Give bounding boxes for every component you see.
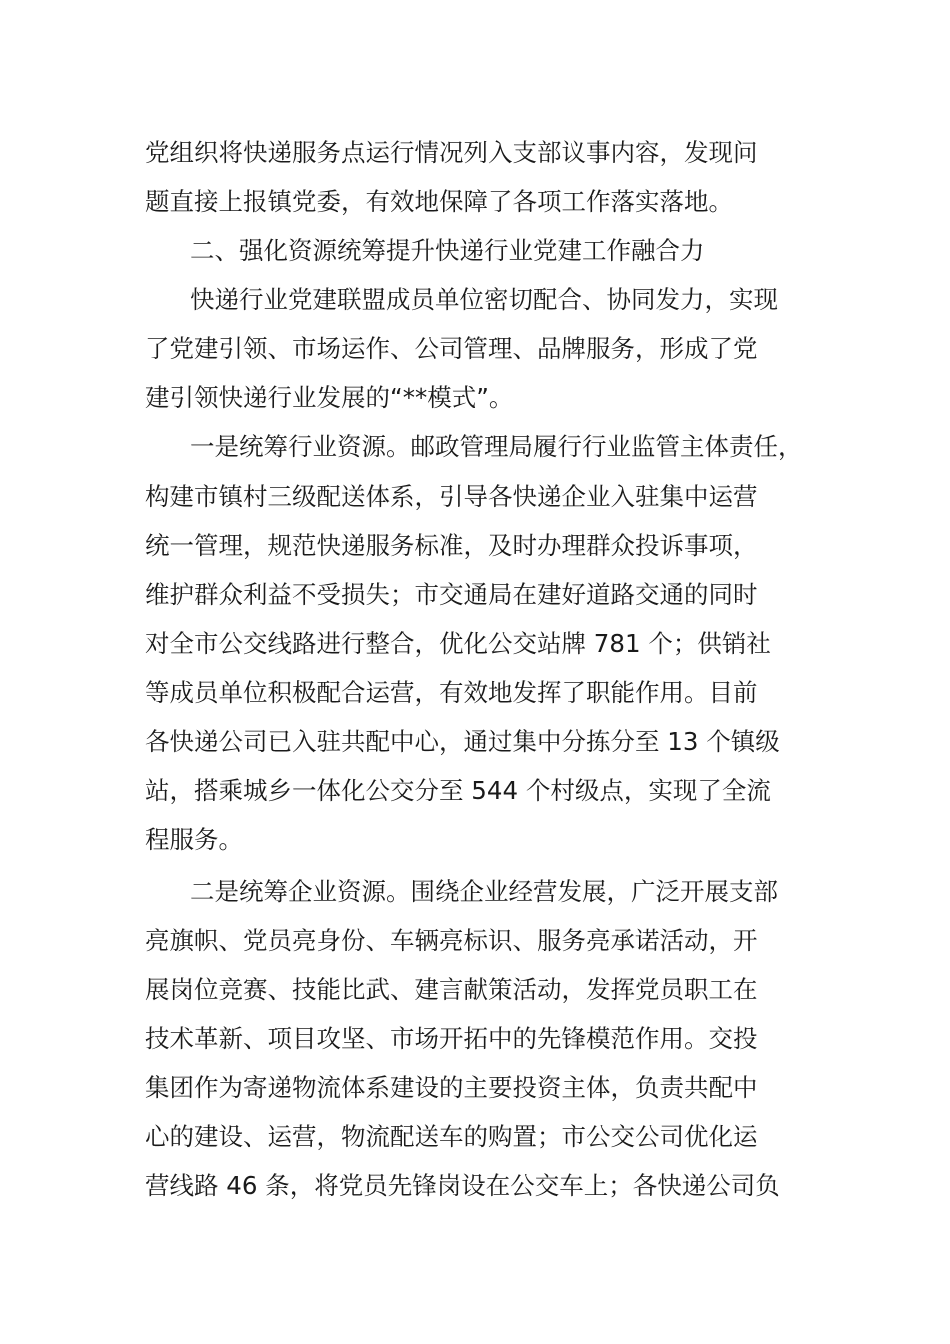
text-line: 集团作为寄递物流体系建设的主要投资主体，负责共配中 [145, 1073, 758, 1102]
text-line: 营线路 46 条，将党员先锋岗设在公交车上；各快递公司负 [145, 1171, 780, 1200]
text-line: 技术革新、项目攻坚、市场开拓中的先锋模范作用。交投 [145, 1024, 758, 1053]
text-line: 一是统筹行业资源。邮政管理局履行行业监管主体责任， [190, 432, 803, 461]
text-line: 心的建设、运营，物流配送车的购置；市公交公司优化运 [145, 1122, 758, 1151]
section-heading: 二、强化资源统筹提升快递行业党建工作融合力 [190, 236, 705, 265]
text-line: 题直接上报镇党委，有效地保障了各项工作落实落地。 [145, 187, 733, 216]
text-line: 二是统筹企业资源。围绕企业经营发展，广泛开展支部 [190, 877, 778, 906]
text-line: 快递行业党建联盟成员单位密切配合、协同发力，实现 [190, 285, 778, 314]
text-line: 对全市公交线路进行整合，优化公交站牌 781 个；供销社 [145, 629, 771, 658]
text-line: 等成员单位积极配合运营，有效地发挥了职能作用。目前 [145, 678, 758, 707]
text-line: 站，搭乘城乡一体化公交分至 544 个村级点，实现了全流 [145, 776, 771, 805]
text-line: 维护群众利益不受损失；市交通局在建好道路交通的同时 [145, 580, 758, 609]
text-line: 各快递公司已入驻共配中心，通过集中分拣分至 13 个镇级 [145, 727, 780, 756]
text-line: 展岗位竞赛、技能比武、建言献策活动，发挥党员职工在 [145, 975, 758, 1004]
text-line: 亮旗帜、党员亮身份、车辆亮标识、服务亮承诺活动，开 [145, 926, 758, 955]
text-line: 党组织将快递服务点运行情况列入支部议事内容，发现问 [145, 138, 758, 167]
text-line: 建引领快递行业发展的“**模式”。 [145, 383, 514, 412]
text-line: 统一管理，规范快递服务标准，及时办理群众投诉事项， [145, 531, 758, 560]
text-line: 程服务。 [145, 825, 243, 854]
text-line: 构建市镇村三级配送体系，引导各快递企业入驻集中运营 [145, 482, 758, 511]
text-line: 了党建引领、市场运作、公司管理、品牌服务，形成了党 [145, 334, 758, 363]
